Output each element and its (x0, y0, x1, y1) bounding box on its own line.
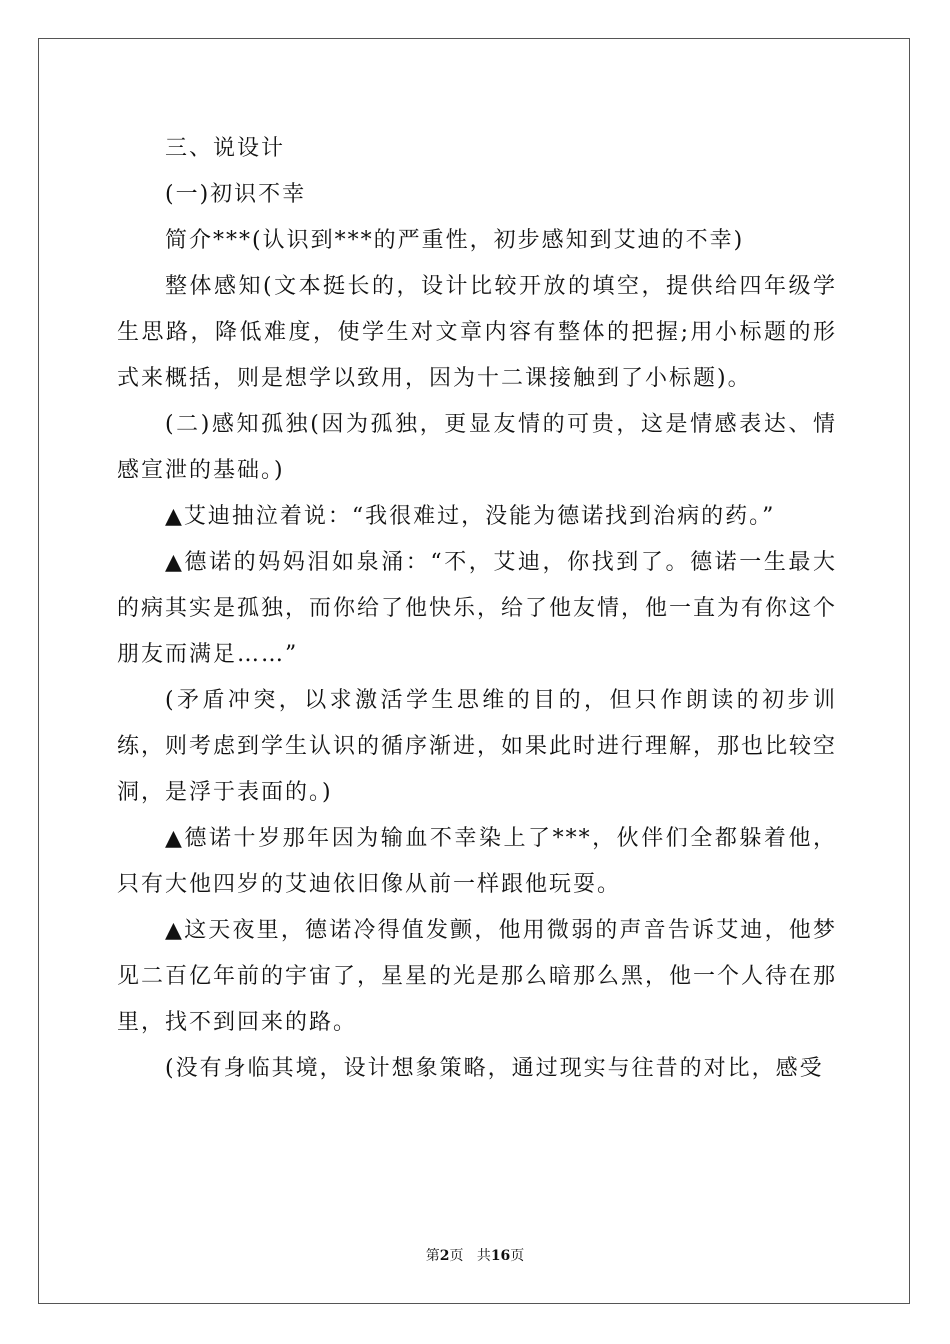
heading-section-three: 三、说设计 (165, 136, 286, 161)
quote-dino-age-ten: ▲德诺十岁那年因为输血不幸染上了***，伙伴们全都躲着他，只有大他四岁的艾迪依旧像从前一样跟他玩耍。 (117, 826, 837, 897)
paragraph-overall-perception: 整体感知(文本挺长的，设计比较开放的填空，提供给四年级学生思路，降低难度，使学生对文章内容有整体的把握;用小标题的形式来概括，则是想学以致用，因为十二课接触到了小标题)。 (117, 274, 837, 391)
paragraph-intro: 简介***(认识到***的严重性，初步感知到艾迪的不幸) (165, 228, 745, 253)
footer-page-suffix: 页 (449, 1248, 464, 1264)
footer-total-pages: 16 (490, 1248, 511, 1264)
quote-that-night: ▲这天夜里，德诺冷得值发颤，他用微弱的声音告诉艾迪，他梦见二百亿年前的宇宙了，星星的光是那么暗那么黑，他一个人待在那里，找不到回来的路。 (117, 918, 838, 1035)
paragraph-imagination-note: (没有身临其境，设计想象策略，通过现实与往昔的对比，感受 (165, 1056, 824, 1081)
footer-page-number: 2 (439, 1248, 450, 1264)
page-footer (0, 1246, 950, 1266)
footer-page-prefix: 第 (425, 1248, 440, 1264)
subheading-part-two: (二)感知孤独(因为孤独，更显友情的可贵，这是情感表达、情感宣泄的基础。) (117, 412, 837, 483)
quote-eddie: ▲艾迪抽泣着说：“我很难过，没能为德诺找到治病的药。” (165, 504, 776, 529)
subheading-part-one: (一)初识不幸 (165, 182, 307, 207)
footer-total-suffix: 页 (510, 1248, 525, 1264)
footer-total-prefix: 共 (476, 1248, 491, 1264)
paragraph-conflict-note: (矛盾冲突，以求激活学生思维的目的，但只作朗读的初步训练，则考虑到学生认识的循序渐进，如果此时进行理解，那也比较空洞，是浮于表面的。) (117, 688, 838, 805)
quote-dino-mother: ▲德诺的妈妈泪如泉涌：“不，艾迪，你找到了。德诺一生最大的病其实是孤独，而你给了他快乐，给了他友情，他一直为有你这个朋友而满足……” (117, 550, 838, 667)
document-body (117, 126, 837, 1092)
